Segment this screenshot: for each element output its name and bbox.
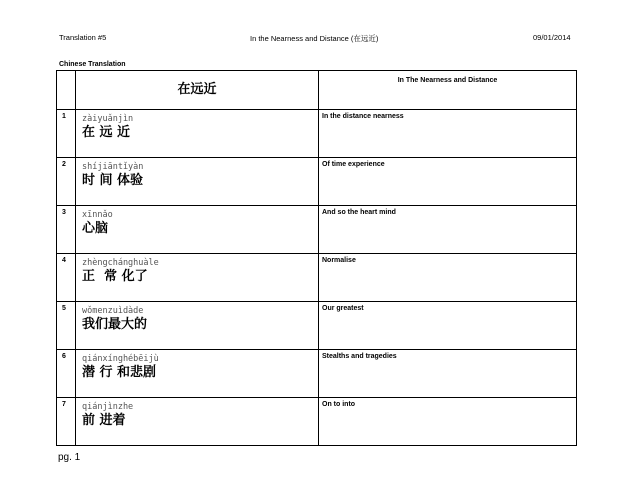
english-cell: And so the heart mind xyxy=(319,206,577,254)
header-left: Translation #5 xyxy=(59,33,107,42)
header-title: In the Nearness and Distance (在远近) xyxy=(250,34,379,43)
row-number: 5 xyxy=(57,302,76,350)
row-number: 1 xyxy=(57,110,76,158)
row-number: 6 xyxy=(57,350,76,398)
pinyin-text: xīnnǎo xyxy=(82,210,113,220)
row-number: 7 xyxy=(57,398,76,446)
table-header-row xyxy=(57,71,577,110)
pinyin-text: qiánxínghébēijù xyxy=(82,354,159,364)
chinese-cell xyxy=(76,350,319,398)
table-row xyxy=(57,302,577,350)
chinese-cell xyxy=(76,158,319,206)
pinyin-text: qiánjìnzhe xyxy=(82,402,134,412)
chinese-cell xyxy=(76,302,319,350)
chinese-cell xyxy=(76,254,319,302)
pinyin-text: wǒmenzuìdàde xyxy=(82,306,144,316)
header-english-title: In The Nearness and Distance xyxy=(319,71,577,110)
english-cell: Of time experience xyxy=(319,158,577,206)
page-number: pg. 1 xyxy=(58,452,81,463)
pinyin-text: zàiyuǎnjìn xyxy=(82,114,134,124)
hanzi-text: 前 进着 xyxy=(82,413,126,428)
chinese-cell xyxy=(76,110,319,158)
row-number: 3 xyxy=(57,206,76,254)
row-number: 4 xyxy=(57,254,76,302)
header-chinese-title: 在远近 xyxy=(76,71,319,110)
hanzi-text: 我们最大的 xyxy=(82,317,148,332)
section-label: Chinese Translation xyxy=(59,61,126,68)
chinese-cell xyxy=(76,206,319,254)
english-cell: Our greatest xyxy=(319,302,577,350)
english-cell: In the distance nearness xyxy=(319,110,577,158)
hanzi-text: 正 常 化了 xyxy=(82,269,148,284)
table-row xyxy=(57,254,577,302)
translation-table xyxy=(56,70,577,446)
hanzi-text: 在 远 近 xyxy=(82,125,131,140)
hanzi-text: 时 间 体验 xyxy=(82,173,144,188)
pinyin-text: shíjiāntǐyàn xyxy=(82,162,144,172)
hanzi-text: 潜 行 和悲剧 xyxy=(82,365,157,380)
row-number: 2 xyxy=(57,158,76,206)
chinese-cell xyxy=(76,398,319,446)
header-date: 09/01/2014 xyxy=(533,33,571,42)
english-cell: Stealths and tragedies xyxy=(319,350,577,398)
table-row xyxy=(57,158,577,206)
english-cell: On to into xyxy=(319,398,577,446)
pinyin-text: zhèngchánghuàle xyxy=(82,258,159,268)
header-num-cell xyxy=(57,71,76,110)
table-row xyxy=(57,110,577,158)
table-row xyxy=(57,350,577,398)
english-cell: Normalise xyxy=(319,254,577,302)
table-row xyxy=(57,206,577,254)
table-row xyxy=(57,398,577,446)
hanzi-text: 心脑 xyxy=(82,221,109,236)
